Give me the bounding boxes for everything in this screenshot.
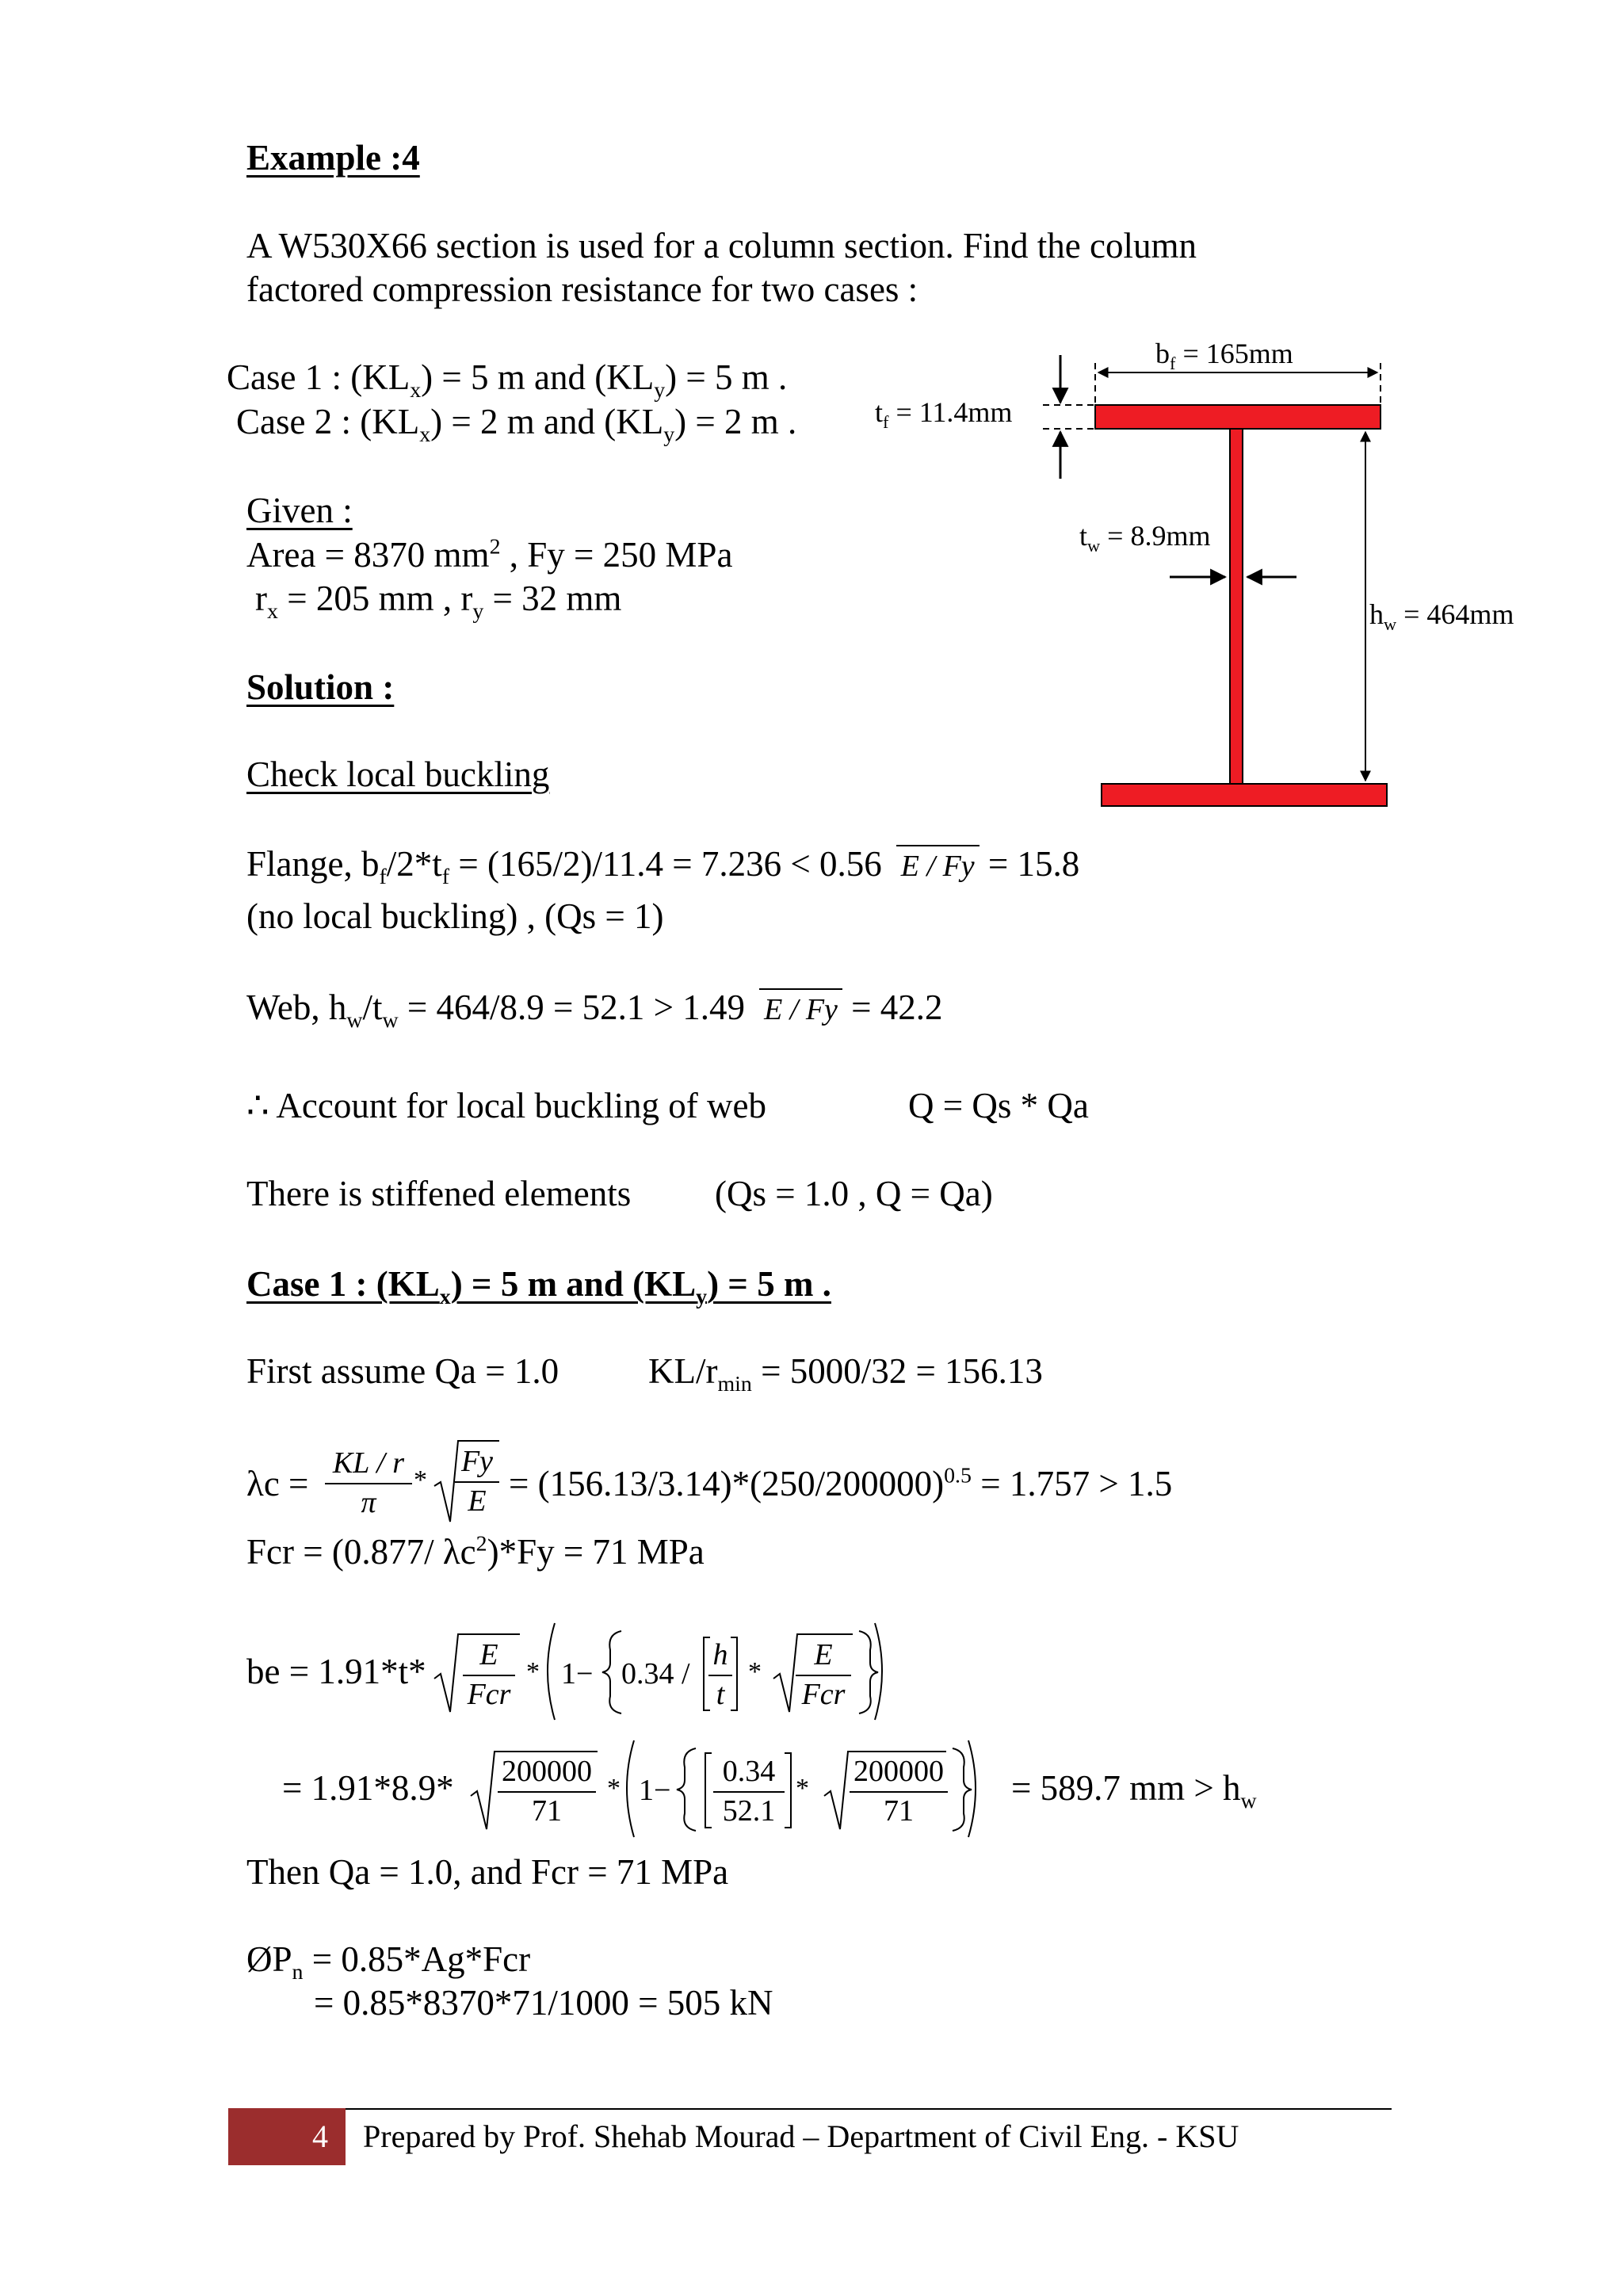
footer-page-box (228, 2108, 346, 2165)
first-assume: First assume Qa = 1.0 (246, 1351, 559, 1391)
tw-label: $t_w = 8.9mm$ (1079, 520, 1211, 556)
be-200000-over-71-2: 200000 71 (850, 1756, 948, 1826)
be-star-1: * (526, 1657, 540, 1687)
q-equation: Q = Qs * Qa (908, 1086, 1089, 1125)
be-034-over-521: 0.34 52.1 (713, 1756, 785, 1826)
be-numeric-star-2: * (796, 1774, 809, 1803)
solution-heading: Solution : (246, 667, 395, 707)
be-label: be = 1.91*t* (246, 1652, 426, 1691)
bf-label: $b_f = 165mm$ (1155, 338, 1293, 373)
be-star-2: * (748, 1657, 762, 1687)
flange-check: Flange, $b_f/2*t_f = (165/2)/11.4 = 7.236 < 0.56$ E / Fy = 15.8 (246, 844, 1080, 889)
case-1-statement: Case 1 : $(KL_x) = 5$ m and $(KL_y) = 5$ m . (227, 357, 788, 403)
lambda-c-result: = $(156.13/3.14)*(250/200000)^{0.5} = 1.757 > 1.5$ (509, 1463, 1173, 1503)
given-heading: Given : (246, 491, 353, 530)
web-check: Web, $h_w/t_w = 464/8.9 = 52.1 > 1.49$ E / Fy = 42.2 (246, 988, 943, 1033)
footer-rule (346, 2108, 1392, 2110)
phi-pn-formula: $ØP_n = 0.85*Ag*Fcr$ (246, 1939, 531, 1985)
tf-label: $t_f = 11.4mm$ (875, 396, 1013, 432)
be-one-minus: 1− (561, 1657, 594, 1690)
case-2-statement: Case 2 : $(KL_x) = 2$ m and $(KL_y) = 2$ m . (236, 402, 797, 447)
be-e-over-fcr: E Fcr (463, 1640, 515, 1710)
given-area: Area = 8370 $mm^2$ , Fy = 250 MPa (246, 534, 733, 575)
given-radii: $r_x = 205$ mm , $r_y = 32$ mm (255, 579, 622, 624)
then-qa: Then Qa = 1.0, and Fcr = 71 MPa (246, 1852, 729, 1892)
be-034: 0.34 / (621, 1657, 690, 1690)
be-numeric-star-1: * (607, 1774, 621, 1803)
intro-line-1: A W530X66 section is used for a column section. Find the column (246, 226, 1197, 266)
lambda-c-star: * (414, 1465, 427, 1495)
lambda-c-fy-over-e: Fy E (455, 1446, 499, 1516)
intro-line-2: factored compression resistance for two cases : (246, 269, 918, 309)
qs-values: (Qs = 1.0 , Q = Qa) (715, 1174, 993, 1213)
stiffened-elements: There is stiffened elements (246, 1174, 632, 1213)
case-1-heading: Case 1 : $(KL_x) = 5$ m and $(KL_y) = 5$ m . (246, 1264, 831, 1309)
be-200000-over-71: 200000 71 (498, 1756, 596, 1826)
flange-note: (no local buckling) , (Qs = 1) (246, 896, 664, 936)
example-title: Example :4 (246, 138, 420, 178)
lambda-c-fraction: KL / r π (325, 1448, 412, 1518)
be-result: = 589.7 mm > $h_w$ (1011, 1768, 1257, 1813)
be-numeric-label: = 1.91*8.9* (282, 1768, 454, 1808)
hw-label: $h_w = 464mm$ (1369, 598, 1514, 634)
therefore-line: ∴ Account for local buckling of web (246, 1086, 766, 1125)
kl-r-min: $KL/r_{min} = 5000/32 = 156.13$ (648, 1351, 1043, 1396)
web-sqrt: E / Fy (759, 988, 842, 1026)
footer-text: Prepared by Prof. Shehab Mourad – Department of Civil Eng. - KSU (363, 2118, 1239, 2154)
phi-pn-result: = 0.85*8370*71/1000 = 505 kN (314, 1983, 773, 2023)
check-local-buckling: Check local buckling (246, 755, 550, 794)
be-e-over-fcr-2: E Fcr (796, 1640, 851, 1710)
page-number: 4 (312, 2118, 328, 2154)
be-h-over-t: h t (708, 1640, 732, 1710)
lambda-c-label: λc = (246, 1464, 309, 1503)
fcr-equation: Fcr = (0.877/ $\lambda c^2)*Fy = 71$ MPa (246, 1531, 705, 1572)
flange-sqrt: E / Fy (896, 845, 980, 883)
be-numeric-one-minus: 1− (639, 1774, 671, 1807)
